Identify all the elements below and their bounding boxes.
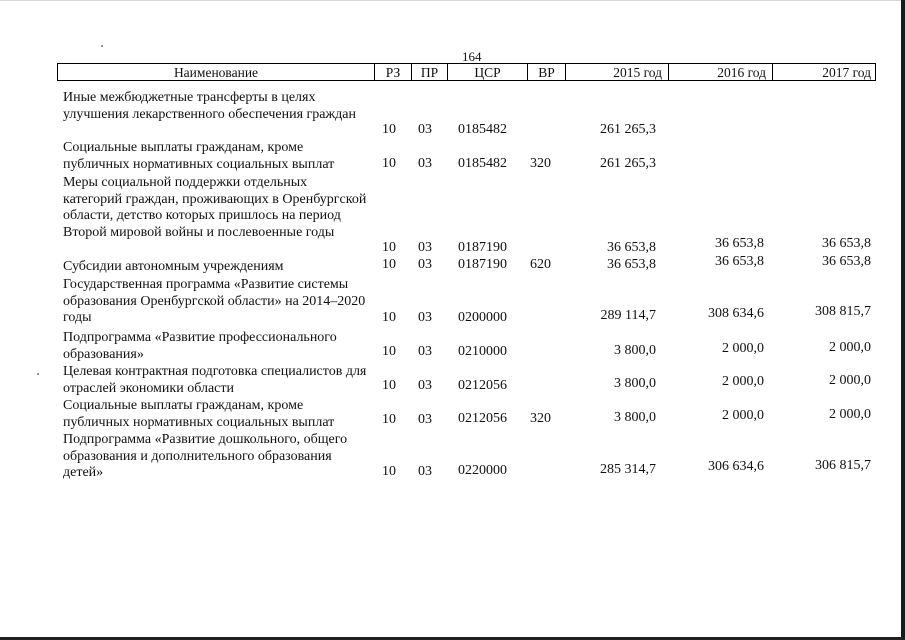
row-csr: 0185482 — [458, 156, 507, 171]
row-name: Иные межбюджетные трансферты в целях улучшения лекарственного обеспечения граждан — [63, 90, 356, 122]
row-csr: 0210000 — [458, 344, 507, 359]
column-header-csr: ЦСР — [447, 64, 527, 80]
scan-edge-top — [0, 0, 905, 1]
row-pr: 03 — [418, 156, 432, 171]
row-name: Подпрограмма «Развитие профессионального образования» — [63, 330, 337, 362]
row-csr: 0212056 — [458, 378, 507, 393]
row-2017: 2 000,0 — [829, 373, 871, 388]
row-rz: 10 — [382, 344, 396, 359]
row-2015: 289 114,7 — [600, 308, 656, 323]
column-header-vr: ВР — [527, 64, 565, 80]
row-rz: 10 — [382, 378, 396, 393]
row-2016: 2 000,0 — [722, 341, 764, 356]
row-2017: 2 000,0 — [829, 407, 871, 422]
row-2017: 36 653,8 — [822, 236, 871, 251]
row-2017: 36 653,8 — [822, 254, 871, 269]
row-name: Социальные выплаты гражданам, кроме публичных нормативных социальных выплат — [63, 140, 335, 172]
row-vr: 620 — [530, 257, 551, 272]
row-2016: 306 634,6 — [708, 459, 764, 474]
scan-edge-right — [901, 0, 905, 640]
row-2017: 2 000,0 — [829, 340, 871, 355]
row-2015: 261 265,3 — [600, 122, 656, 137]
row-pr: 03 — [418, 464, 432, 479]
row-2015: 261 265,3 — [600, 156, 656, 171]
column-header-name: Наименование — [173, 65, 259, 80]
column-header-2017: 2017 год — [772, 64, 875, 80]
row-pr: 03 — [418, 257, 432, 272]
row-pr: 03 — [418, 344, 432, 359]
row-2017: 306 815,7 — [815, 458, 871, 473]
row-pr: 03 — [418, 310, 432, 325]
row-pr: 03 — [418, 240, 432, 255]
row-csr: 0185482 — [458, 122, 507, 137]
row-2017: 308 815,7 — [815, 304, 871, 319]
row-pr: 03 — [418, 412, 432, 427]
row-2015: 36 653,8 — [607, 240, 656, 255]
row-2015: 3 800,0 — [614, 343, 656, 358]
row-2015: 3 800,0 — [614, 376, 656, 391]
row-2015: 36 653,8 — [607, 257, 656, 272]
row-2016: 36 653,8 — [715, 236, 764, 251]
row-rz: 10 — [382, 156, 396, 171]
row-rz: 10 — [382, 412, 396, 427]
row-2016: 2 000,0 — [722, 374, 764, 389]
scan-speck — [37, 373, 39, 375]
scan-speck — [101, 45, 103, 47]
row-2016: 2 000,0 — [722, 408, 764, 423]
row-name: Подпрограмма «Развитие дошкольного, общего образования и дополнительного образования детей» — [63, 432, 348, 481]
table-header — [57, 63, 876, 81]
row-csr: 0220000 — [458, 463, 507, 478]
row-csr: 0200000 — [458, 310, 507, 325]
row-name: Государственная программа «Развитие системы образования Оренбургской области» на 2014–2020 годы — [63, 277, 366, 326]
row-rz: 10 — [382, 464, 396, 479]
row-name: Субсидии автономным учреждениям — [63, 259, 284, 274]
row-csr: 0187190 — [458, 240, 507, 255]
row-csr: 0212056 — [458, 411, 507, 426]
row-rz: 10 — [382, 257, 396, 272]
row-2015: 285 314,7 — [600, 462, 656, 477]
row-name: Социальные выплаты гражданам, кроме публичных нормативных социальных выплат — [63, 398, 335, 430]
row-2016: 308 634,6 — [708, 306, 764, 321]
row-name: Целевая контрактная подготовка специалистов для отраслей экономики области — [63, 364, 367, 396]
row-pr: 03 — [418, 378, 432, 393]
row-rz: 10 — [382, 240, 396, 255]
row-rz: 10 — [382, 310, 396, 325]
column-header-2016: 2016 год — [668, 64, 772, 80]
row-pr: 03 — [418, 122, 432, 137]
row-2016: 36 653,8 — [715, 254, 764, 269]
row-rz: 10 — [382, 122, 396, 137]
column-header-rz: РЗ — [374, 64, 411, 80]
row-2015: 3 800,0 — [614, 410, 656, 425]
page-number: 164 — [462, 49, 482, 64]
row-name: Меры социальной поддержки отдельных категорий граждан, проживающих в Оренбургской области, детство которых пришлось на период Второй мировой войны и послевоенные годы — [63, 175, 367, 241]
row-csr: 0187190 — [458, 257, 507, 272]
column-header-pr: ПР — [411, 64, 447, 80]
column-header-2015: 2015 год — [565, 64, 668, 80]
row-vr: 320 — [530, 411, 551, 426]
row-vr: 320 — [530, 156, 551, 171]
